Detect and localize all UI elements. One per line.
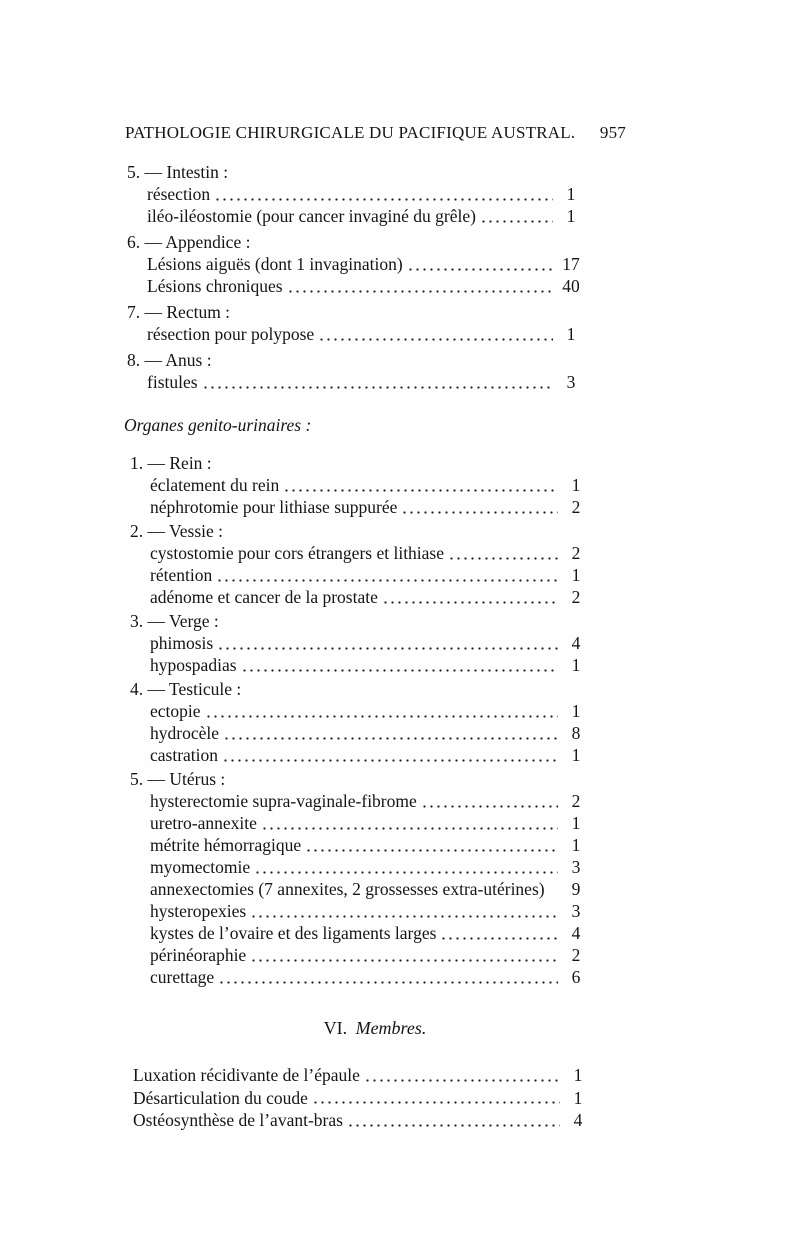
list-item bbox=[130, 744, 590, 766]
item-label: résection pour polypose bbox=[147, 324, 315, 344]
dot-leader bbox=[216, 564, 558, 586]
item-count: 1 bbox=[571, 745, 581, 765]
list-item bbox=[127, 323, 585, 345]
dot-leader bbox=[241, 654, 558, 676]
dot-leader bbox=[283, 474, 558, 496]
list-item bbox=[127, 253, 585, 275]
item-label: cystostomie pour cors étrangers et lithiase bbox=[150, 543, 445, 563]
dot-leader bbox=[305, 834, 558, 856]
list-item bbox=[133, 1064, 592, 1087]
item-label: iléo-iléostomie (pour cancer invaginé du grêle) bbox=[147, 206, 476, 226]
dot-leader bbox=[261, 812, 558, 834]
item-count: 1 bbox=[573, 1065, 583, 1085]
dot-leader bbox=[421, 790, 558, 812]
list-item bbox=[130, 474, 590, 496]
item-count: 2 bbox=[571, 791, 581, 811]
item-count: 1 bbox=[566, 184, 576, 204]
item-count: 3 bbox=[571, 901, 581, 921]
item-label: Ostéosynthèse de l’avant-bras bbox=[133, 1110, 343, 1130]
dot-leader bbox=[382, 586, 558, 608]
item-count: 3 bbox=[566, 372, 576, 392]
page-number: 957 bbox=[599, 123, 626, 142]
section-heading: 6. — Appendice : bbox=[127, 232, 251, 252]
dot-leader bbox=[205, 700, 558, 722]
item-label: éclatement du rein bbox=[150, 475, 280, 495]
item-count: 2 bbox=[571, 497, 581, 517]
dot-leader bbox=[214, 183, 553, 205]
section-genito-urinary bbox=[130, 452, 590, 988]
list-item bbox=[130, 790, 590, 812]
dot-leader bbox=[347, 1109, 560, 1132]
item-label: résection bbox=[147, 184, 211, 204]
dot-leader bbox=[250, 944, 558, 966]
list-item bbox=[130, 966, 590, 988]
running-header bbox=[125, 122, 626, 144]
list-item bbox=[130, 700, 590, 722]
item-label: Lésions chroniques bbox=[147, 276, 283, 296]
list-item bbox=[130, 900, 590, 922]
dot-leader bbox=[480, 205, 553, 227]
list-item bbox=[130, 944, 590, 966]
dot-leader bbox=[222, 744, 558, 766]
dot-leader bbox=[364, 1064, 560, 1087]
item-label: Luxation récidivante de l’épaule bbox=[133, 1065, 360, 1085]
dot-leader bbox=[318, 323, 553, 345]
item-label: hypospadias bbox=[150, 655, 237, 675]
section-numeral: VI. bbox=[323, 1018, 348, 1038]
item-label: rétention bbox=[150, 565, 213, 585]
item-label: hysteropexies bbox=[150, 901, 247, 921]
list-item bbox=[130, 542, 590, 564]
item-count: 1 bbox=[571, 835, 581, 855]
section-label: Membres. bbox=[355, 1018, 427, 1038]
list-item bbox=[130, 564, 590, 586]
dot-leader bbox=[448, 542, 558, 564]
section-heading: 5. — Intestin : bbox=[127, 162, 229, 182]
dot-leader bbox=[202, 371, 553, 393]
item-label: curettage bbox=[150, 967, 215, 987]
item-count: 1 bbox=[571, 655, 581, 675]
item-label: kystes de l’ovaire et des ligaments larges bbox=[150, 923, 437, 943]
item-count: 1 bbox=[571, 475, 581, 495]
item-label: Lésions aiguës (dont 1 invagination) bbox=[147, 254, 403, 274]
section-title-limbs bbox=[125, 1017, 625, 1039]
item-label: ectopie bbox=[150, 701, 201, 721]
item-count: 8 bbox=[571, 723, 581, 743]
item-count: 40 bbox=[562, 276, 580, 296]
list-item bbox=[130, 812, 590, 834]
list-item bbox=[133, 1109, 592, 1132]
item-label: néphrotomie pour lithiase suppurée bbox=[150, 497, 398, 517]
section-heading: 2. — Vessie : bbox=[130, 521, 224, 541]
item-label: annexectomies (7 annexites, 2 grossesses extra-utérines) bbox=[150, 879, 545, 899]
item-label: castration bbox=[150, 745, 219, 765]
list-item bbox=[130, 878, 590, 900]
list-item bbox=[133, 1087, 592, 1110]
dot-leader bbox=[287, 275, 553, 297]
item-count: 6 bbox=[571, 967, 581, 987]
list-item bbox=[130, 722, 590, 744]
item-label: uretro-annexite bbox=[150, 813, 257, 833]
list-item bbox=[130, 586, 590, 608]
dot-leader bbox=[312, 1087, 560, 1110]
list-item bbox=[130, 922, 590, 944]
item-label: métrite hémorragique bbox=[150, 835, 302, 855]
list-item bbox=[130, 834, 590, 856]
dot-leader bbox=[407, 253, 553, 275]
item-count: 3 bbox=[571, 857, 581, 877]
item-label: hysterectomie supra-vaginale-fibrome bbox=[150, 791, 417, 811]
dot-leader bbox=[440, 922, 558, 944]
item-count: 4 bbox=[573, 1110, 583, 1130]
item-count: 1 bbox=[573, 1087, 583, 1108]
list-item bbox=[130, 856, 590, 878]
list-item bbox=[127, 183, 585, 205]
section-limbs bbox=[133, 1064, 592, 1132]
item-count: 4 bbox=[571, 633, 581, 653]
spacer bbox=[545, 878, 562, 900]
item-count: 2 bbox=[571, 543, 581, 563]
section-heading: 5. — Utérus : bbox=[130, 769, 226, 789]
item-label: phimosis bbox=[150, 633, 214, 653]
item-count: 1 bbox=[571, 813, 581, 833]
item-count: 1 bbox=[566, 206, 576, 226]
dot-leader bbox=[218, 966, 558, 988]
list-item bbox=[127, 371, 585, 393]
section-heading: 1. — Rein : bbox=[130, 453, 212, 473]
dot-leader bbox=[217, 632, 558, 654]
section-heading: 7. — Rectum : bbox=[127, 302, 231, 322]
item-count: 1 bbox=[566, 324, 576, 344]
item-count: 1 bbox=[571, 565, 581, 585]
item-label: Désarticulation du coude bbox=[133, 1087, 308, 1108]
item-label: myomectomie bbox=[150, 857, 251, 877]
item-label: adénome et cancer de la prostate bbox=[150, 587, 378, 607]
list-item bbox=[130, 496, 590, 518]
dot-leader bbox=[223, 722, 558, 744]
header-title: PATHOLOGIE CHIRURGICALE DU PACIFIQUE AUSTRAL. bbox=[125, 123, 576, 142]
item-count: 4 bbox=[571, 923, 581, 943]
item-label: hydrocèle bbox=[150, 723, 219, 743]
dot-leader bbox=[401, 496, 558, 518]
list-item bbox=[130, 654, 590, 676]
item-label: fistules bbox=[147, 372, 198, 392]
section-digestive bbox=[127, 161, 585, 393]
item-count: 9 bbox=[571, 879, 581, 899]
item-count: 1 bbox=[571, 701, 581, 721]
list-item bbox=[130, 632, 590, 654]
section-heading: 8. — Anus : bbox=[127, 350, 212, 370]
item-count: 17 bbox=[562, 254, 580, 274]
list-item bbox=[127, 205, 585, 227]
item-count: 2 bbox=[571, 945, 581, 965]
section-title-genito-urinary: Organes genito-urinaires : bbox=[124, 415, 312, 435]
item-count: 2 bbox=[571, 587, 581, 607]
section-heading: 4. — Testicule : bbox=[130, 679, 242, 699]
dot-leader bbox=[250, 900, 558, 922]
dot-leader bbox=[254, 856, 558, 878]
item-label: périnéoraphie bbox=[150, 945, 247, 965]
section-heading: 3. — Verge : bbox=[130, 611, 219, 631]
list-item bbox=[127, 275, 585, 297]
